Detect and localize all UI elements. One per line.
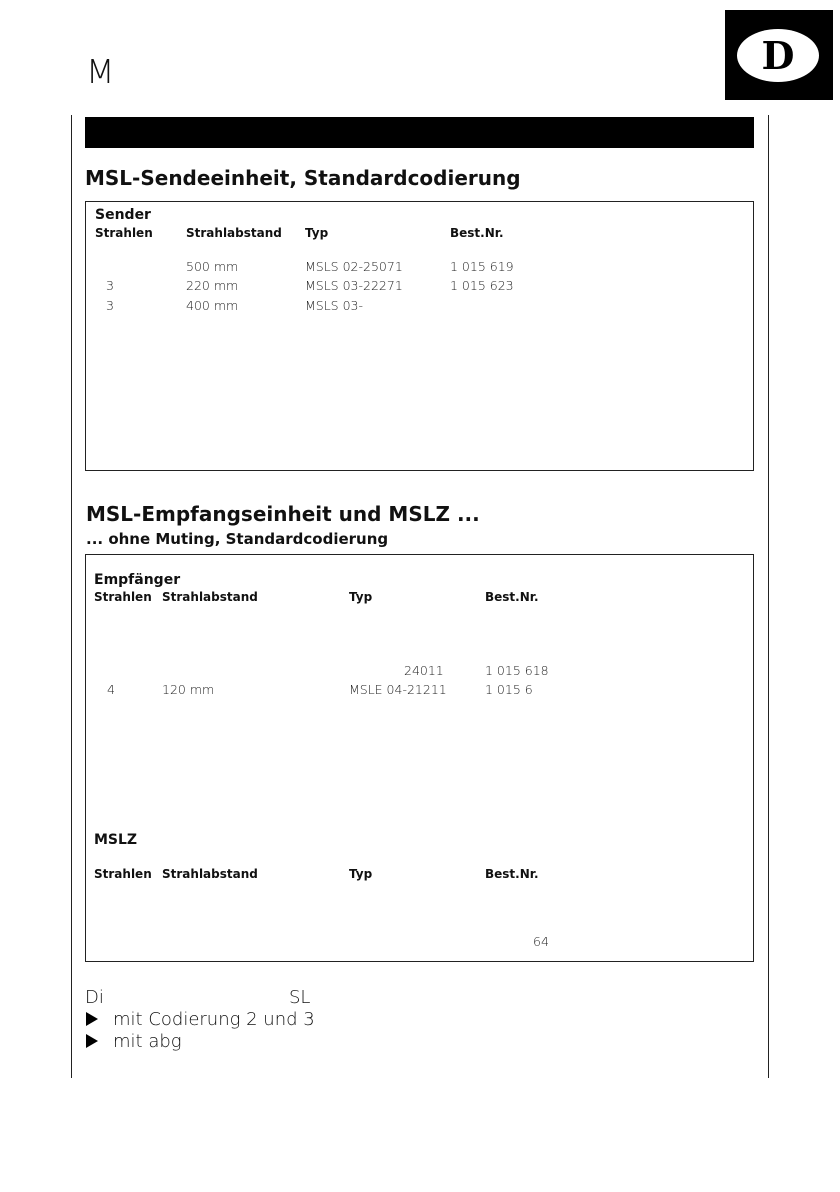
receiver-row-2-abstand: 120 mm — [162, 682, 215, 697]
sender-row-2-abstand: 220 mm — [186, 278, 239, 293]
header-bar — [85, 117, 754, 148]
receiver-row-1-typ: 24011 — [404, 663, 444, 678]
sender-row-2-bestnr: 1 015 623 — [450, 278, 514, 293]
mslz-row-1-bestnr: 64 — [533, 934, 549, 949]
language-tab — [725, 10, 833, 100]
sender-row-1-abstand: 500 mm — [186, 259, 239, 274]
receiver-section-title: MSL-Empfangseinheit und MSLZ ... — [86, 502, 480, 526]
receiver-col-abstand: Strahlabstand — [162, 590, 258, 604]
mslz-col-strahlen: Strahlen — [94, 867, 152, 881]
language-tab-letter: D — [761, 33, 795, 78]
mslz-col-bestnr: Best.Nr. — [485, 867, 539, 881]
sender-row-1-bestnr: 1 015 619 — [450, 259, 514, 274]
left-margin-line — [71, 115, 72, 1078]
receiver-row-2-bestnr: 1 015 6 — [485, 682, 533, 697]
bullet-item-1: mit Codierung 2 und 3 — [113, 1009, 315, 1030]
bullet-arrow-icon — [86, 1012, 98, 1026]
sender-row-3-abstand: 400 mm — [186, 298, 239, 313]
right-margin-line — [768, 115, 769, 1078]
sender-row-2-typ: MSLS 03-22271 — [305, 278, 403, 293]
bullet-item-2: mit abg — [113, 1031, 182, 1052]
sender-col-typ: Typ — [305, 226, 329, 240]
sender-col-abstand: Strahlabstand — [186, 226, 282, 240]
mslz-col-typ: Typ — [349, 867, 373, 881]
sender-row-3-typ: MSLS 03- — [305, 298, 364, 313]
receiver-box — [85, 554, 754, 962]
sender-row-3-strahlen: 3 — [106, 298, 114, 313]
mslz-col-abstand: Strahlabstand — [162, 867, 258, 881]
language-tab-oval — [737, 29, 819, 82]
receiver-col-strahlen: Strahlen — [94, 590, 152, 604]
bullet-arrow-icon — [86, 1034, 98, 1048]
mslz-label: MSLZ — [94, 832, 138, 848]
sender-section-title: MSL-Sendeeinheit, Standardcodierung — [85, 166, 521, 190]
sender-row-2-strahlen: 3 — [106, 278, 114, 293]
receiver-row-2-strahlen: 4 — [107, 682, 115, 697]
sender-col-bestnr: Best.Nr. — [450, 226, 504, 240]
sender-col-strahlen: Strahlen — [95, 226, 153, 240]
sender-box-label: Sender — [95, 207, 151, 223]
intro-text-left: Di — [85, 987, 104, 1008]
receiver-row-1-bestnr: 1 015 618 — [485, 663, 549, 678]
receiver-section-subtitle: ... ohne Muting, Standardcodierung — [86, 530, 389, 548]
sender-row-1-typ: MSLS 02-25071 — [305, 259, 403, 274]
intro-text-right: SL — [289, 987, 311, 1008]
page-letter-mark: M — [86, 52, 116, 91]
receiver-col-typ: Typ — [349, 590, 373, 604]
receiver-col-bestnr: Best.Nr. — [485, 590, 539, 604]
receiver-box-label: Empfänger — [94, 572, 181, 588]
receiver-row-2-typ: MSLE 04-21211 — [349, 682, 447, 697]
sender-box — [85, 201, 754, 471]
